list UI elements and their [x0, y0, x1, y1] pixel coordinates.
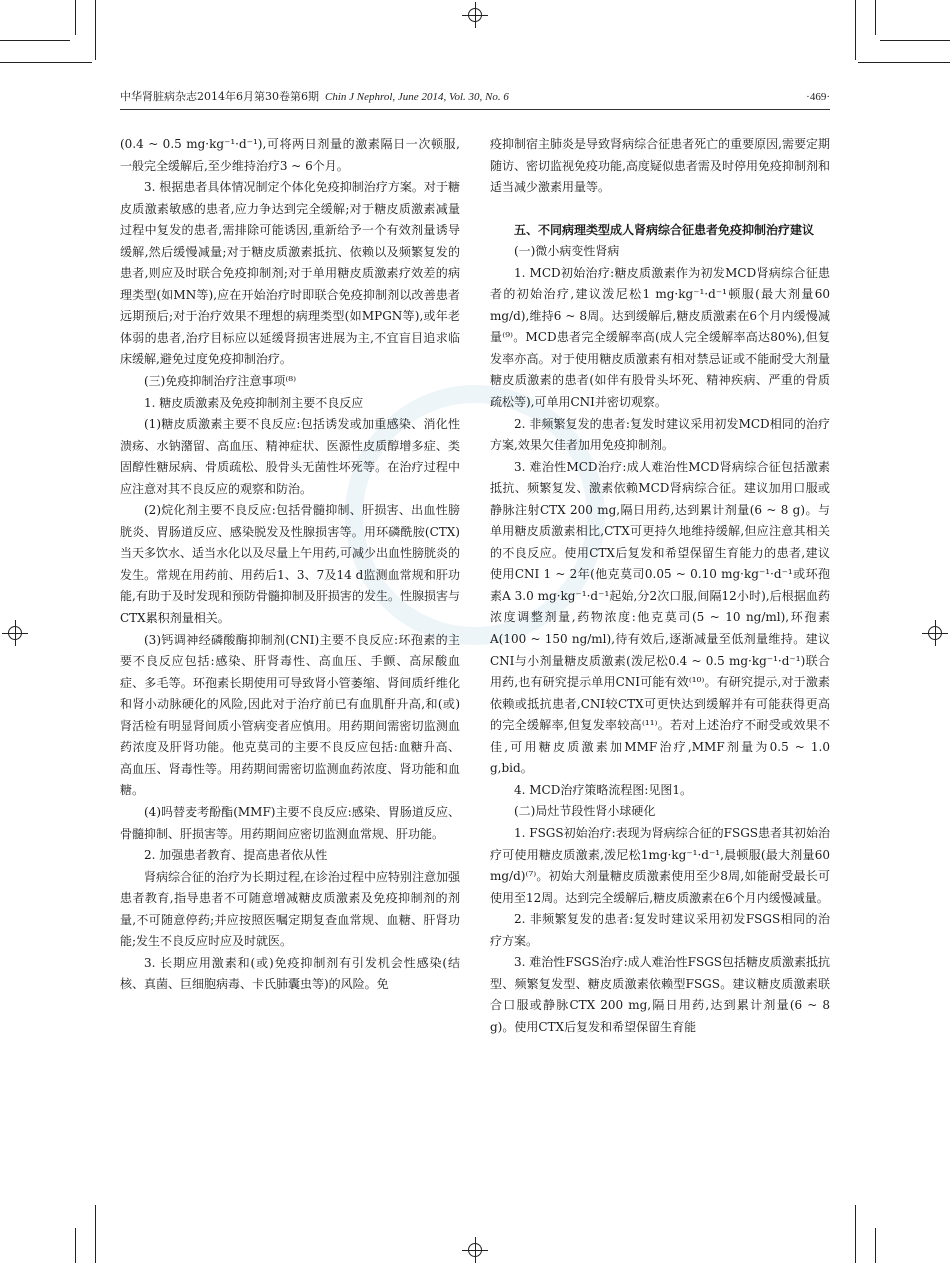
crop-mark	[875, 0, 876, 35]
crop-mark	[858, 62, 950, 63]
paragraph: 3. 长期应用激素和(或)免疫抑制剂有引发机会性感染(结核、真菌、巨细胞病毒、卡氏肺囊虫等)的风险。免	[120, 955, 460, 992]
paragraph: 3. 难治性MCD治疗:成人难治性MCD肾病综合征包括激素抵抗、频繁复发、激素依赖MCD肾病综合征。建议加用口服或静脉注射CTX 200 mg,隔日用药,达到累计剂量(6 ~ 8 g)。与单用糖皮质激素相比,CTX可更持久地维持缓解,但应注意其相关的不良反应。使用CTX后复发和希望保留生育能力的患者,建议使用CNI 1 ~ 2年(他克莫司0.05 ~ 0.10 mg·kg⁻¹·d⁻¹或环孢素A 3.0 mg·kg⁻¹·d⁻¹起始,分2次口服,间隔12小时),后根据血药浓度调整剂量,药物浓度:他克莫司(5 ~ 10 ng/ml),环孢素A(100 ~ 150 ng/ml),待有效后,逐渐减量至低剂量维持。建议CNI与小剂量糖皮质激素(泼尼松0.4 ~ 0.5 mg·kg⁻¹·d⁻¹)联合用药,也有研究提示单用CNI可能有效⁽¹⁰⁾。有研究提示,对于激素依赖或抵抗患者,CNI较CTX可更快达到缓解并有可能获得更高的完全缓解率,但复发率较高⁽¹¹⁾。若对上述治疗不耐受或效果不佳,可用糖皮质激素加MMF治疗,MMF剂量为0.5 ~ 1.0 g,bid。	[490, 459, 830, 776]
registration-mark-top	[462, 2, 488, 28]
paragraph: (0.4 ~ 0.5 mg·kg⁻¹·d⁻¹),可将两日剂量的激素隔日一次顿服,一般完全缓解后,至少维持治疗3 ~ 6个月。	[120, 137, 460, 173]
crop-mark	[855, 0, 856, 60]
paragraph: 2. 非频繁复发的患者:复发时建议采用初发MCD相同的治疗方案,效果欠佳者加用免疫抑制剂。	[490, 416, 830, 453]
left-column	[120, 134, 460, 996]
crop-mark	[95, 0, 96, 60]
paragraph: 肾病综合征的治疗为长期过程,在诊治过程中应特别注意加强患者教育,指导患者不可随意增减糖皮质激素及免疫抑制剂的剂量,不可随意停药;并应按照医嘱定期复查血常规、血糖、肝肾功能;发生不良反应时应及时就医。	[120, 869, 460, 949]
journal-name-cn: 中华肾脏病杂志2014年6月第30卷第6期	[120, 90, 319, 103]
crop-mark	[95, 1205, 96, 1263]
page-number: ·469·	[806, 91, 830, 103]
paragraph: (4)吗替麦考酚酯(MMF)主要不良反应:感染、胃肠道反应、骨髓抑制、肝损害等。用药期间应密切监测血常规、肝功能。	[120, 804, 460, 841]
journal-citation	[120, 88, 509, 106]
item-heading: 1. 糖皮质激素及免疫抑制剂主要不良反应	[144, 395, 364, 410]
crop-mark	[855, 1205, 856, 1263]
paragraph: 疫抑制宿主肺炎是导致肾病综合征患者死亡的重要原因,需要定期随访、密切监视免疫功能,高度疑似患者需及时停用免疫抑制剂和适当减少激素用量等。	[490, 137, 830, 195]
running-header	[120, 88, 830, 106]
registration-mark-right	[922, 620, 948, 646]
crop-mark	[0, 62, 92, 63]
paragraph: 3. 难治性FSGS治疗:成人难治性FSGS包括糖皮质激素抵抗型、频繁复发型、糖皮质激素依赖型FSGS。建议糖皮质激素联合口服或静脉CTX 200 mg,隔日用药,达到累计剂量(6 ~ 8 g)。使用CTX后复发和希望保留生育能	[490, 955, 831, 1034]
crop-mark	[0, 40, 70, 41]
registration-mark-left	[2, 620, 28, 646]
item-heading: 2. 加强患者教育、提高患者依从性	[144, 848, 328, 863]
crop-mark	[75, 1228, 76, 1263]
paragraph: 4. MCD治疗策略流程图:见图1。	[514, 782, 693, 797]
right-column	[490, 134, 830, 1038]
paragraph: 1. FSGS初始治疗:表现为肾病综合征的FSGS患者其初始治疗可使用糖皮质激素,泼尼松1mg·kg⁻¹·d⁻¹,晨顿服(最大剂量60 mg/d)⁽⁷⁾。初始大剂量糖皮质激素使用至少8周,如能耐受最长可使用至12周。达到完全缓解后,糖皮质激素在6个月内缓慢减量。	[490, 825, 831, 905]
subsection-heading: (三)免疫抑制治疗注意事项⁽⁸⁾	[144, 374, 297, 389]
paragraph: 2. 非频繁复发的患者:复发时建议采用初发FSGS相同的治疗方案。	[490, 912, 830, 948]
paragraph: (1)糖皮质激素主要不良反应:包括诱发或加重感染、消化性溃疡、水钠潴留、高血压、精神症状、医源性皮质醇增多症、类固醇性糖尿病、骨质疏松、股骨头无菌性坏死等。在治疗过程中应注意对其不良反应的观察和防治。	[120, 417, 460, 496]
crop-mark	[75, 0, 76, 35]
section-heading: 五、不同病理类型成人肾病综合征患者免疫抑制治疗建议	[514, 222, 815, 237]
paragraph: (3)钙调神经磷酸酶抑制剂(CNI)主要不良反应:环孢素的主要不良反应包括:感染、肝肾毒性、高血压、手颤、高尿酸血症、多毛等。环孢素长期使用可导致肾小管萎缩、肾间质纤维化和肾小动脉硬化的风险,因此对于治疗前已有血肌酐升高,和(或)肾活检有明显肾间质小管病变者应慎用。用药期间需密切监测血药浓度及肝肾功能。他克莫司的主要不良反应包括:血糖升高、高血压、肾毒性等。用药期间需密切监测血药浓度、肾功能和血糖。	[120, 632, 460, 798]
crop-mark	[875, 1228, 876, 1263]
crop-mark	[880, 40, 950, 41]
paragraph: (2)烷化剂主要不良反应:包括骨髓抑制、肝损害、出血性膀胱炎、胃肠道反应、感染脱发及性腺损害等。用环磷酰胺(CTX)当天多饮水、适当水化以及尽量上午用药,可减少出血性膀胱炎的发生。常规在用药前、用药后1、3、7及14 d监测血常规和肝功能,有助于及时发现和预防骨髓抑制及肝损害的发生。性腺损害与CTX累积剂量相关。	[120, 503, 460, 626]
paragraph: 1. MCD初始治疗:糖皮质激素作为初发MCD肾病综合征患者的初始治疗,建议泼尼松1 mg·kg⁻¹·d⁻¹顿服(最大剂量60 mg/d),维持6 ~ 8周。达到缓解后,糖皮质激素在6个月内缓慢减量⁽⁹⁾。MCD患者完全缓解率高(成人完全缓解率高达80%),但复发率亦高。对于使用糖皮质激素有相对禁忌证或不能耐受大剂量糖皮质激素的患者(如伴有股骨头坏死、精神疾病、严重的骨质疏松等),可单用CNI并密切观察。	[490, 265, 830, 410]
paragraph: 3. 根据患者具体情况制定个体化免疫抑制治疗方案。对于糖皮质激素敏感的患者,应力争达到完全缓解;对于糖皮质激素减量过程中复发的患者,需排除可能诱因,重新给予一个有效剂量诱导缓解,然后缓慢减量;对于糖皮质激素抵抗、依赖以及频繁复发的患者,则应及时联合免疫抑制剂;对于单用糖皮质激素疗效差的病理类型(如MN等),应在开始治疗时即联合免疫抑制剂以改善患者远期预后;对于治疗效果不理想的病理类型(如MPGN等),或年老体弱的患者,治疗目标应以延缓肾损害进展为主,不宜盲目追求临床缓解,避免过度免疫抑制治疗。	[120, 180, 460, 367]
registration-mark-bottom	[462, 1237, 488, 1263]
journal-name-en: Chin J Nephrol, June 2014, Vol. 30, No. 6	[325, 91, 509, 103]
subsection-heading: (一)微小病变性肾病	[514, 244, 620, 259]
header-rule	[120, 109, 830, 110]
spacer	[490, 199, 830, 220]
subsection-heading: (二)局灶节段性肾小球硬化	[514, 804, 656, 819]
